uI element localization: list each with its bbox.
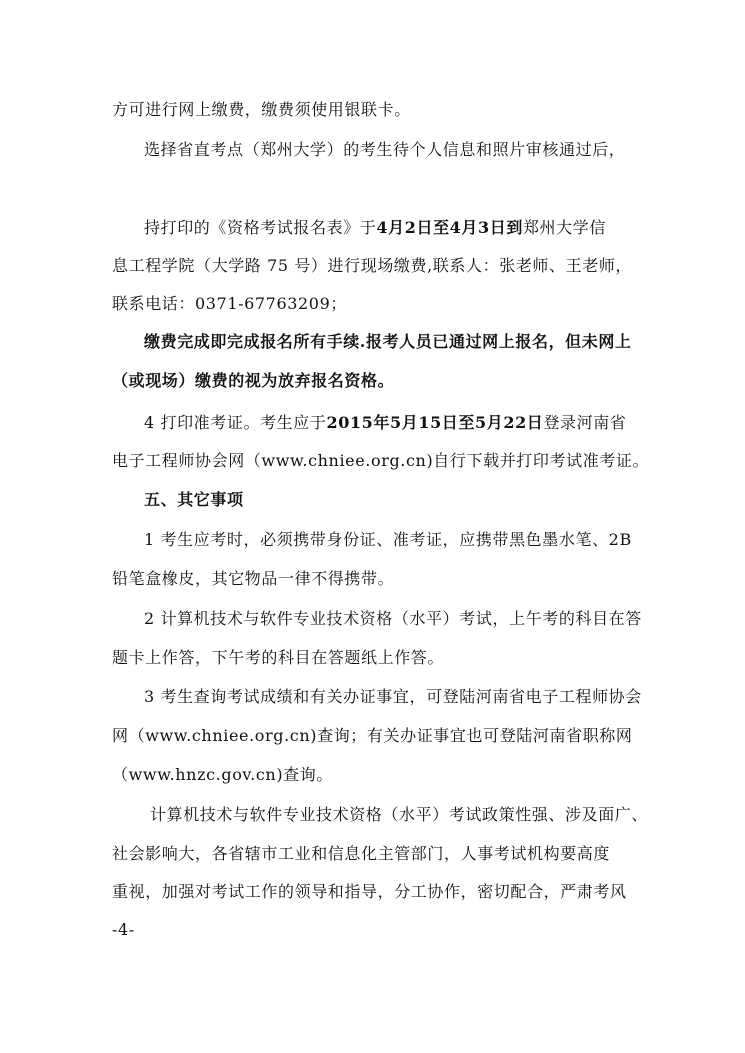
paragraph-line-with-dates xyxy=(144,413,626,433)
paragraph-line: 2 计算机技术与软件专业技术资格（水平）考试，上午考的科目在答 xyxy=(144,609,642,628)
paragraph-line: 计算机技术与软件专业技术资格（水平）考试政策性强、涉及面广、 xyxy=(150,805,649,824)
paragraph-line-with-dates xyxy=(144,218,606,238)
paragraph-line: 息工程学院（大学路 75 号）进行现场缴费,联系人：张老师、王老师， xyxy=(112,256,633,275)
paragraph-line: 网（www.chniee.org.cn)查询；有关办证事宜也可登陆河南省职称网 xyxy=(112,726,633,745)
paragraph-line: （www.hnzc.gov.cn)查询。 xyxy=(112,765,333,784)
paragraph-line: 题卡上作答，下午考的科目在答题纸上作答。 xyxy=(112,648,445,667)
page-number: -4- xyxy=(112,920,135,939)
paragraph-line: 3 考生查询考试成绩和有关办证事宜，可登陆河南省电子工程师协会 xyxy=(144,687,642,706)
bold-paragraph-line: （或现场）缴费的视为放弃报名资格。 xyxy=(112,371,395,390)
paragraph-line: 1 考生应考时，必须携带身份证、准考证，应携带黑色墨水笔、2B xyxy=(144,530,632,549)
paragraph-line: 社会影响大，各省辖市工业和信息化主管部门，人事考试机构要高度 xyxy=(112,844,611,863)
paragraph-line: 铅笔盒橡皮，其它物品一律不得携带。 xyxy=(112,569,395,588)
text-segment: 持打印的《资格考试报名表》于 xyxy=(144,218,377,237)
bold-paragraph-line: 缴费完成即完成报名所有手续.报考人员已通过网上报名，但未网上 xyxy=(144,332,632,351)
paragraph-line: 电子工程师协会网（www.chniee.org.cn)自行下载并打印考试准考证。 xyxy=(112,451,650,470)
bold-date-range: 2015年5月15日至5月22日 xyxy=(326,413,544,432)
text-segment: 郑州大学信 xyxy=(522,218,606,237)
text-segment: 登录河南省 xyxy=(543,413,627,432)
paragraph-line: 联系电话：0371-67763209； xyxy=(112,294,347,313)
bold-date-range: 4月2日至4月3日到 xyxy=(376,218,523,237)
paragraph-line: 方可进行网上缴费，缴费须使用银联卡。 xyxy=(112,100,411,119)
paragraph-line: 重视，加强对考试工作的领导和指导，分工协作，密切配合，严肃考风 xyxy=(112,882,627,901)
section-title: 五、其它事项 xyxy=(144,490,244,509)
text-segment: 4 打印准考证。考生应于 xyxy=(144,413,327,432)
paragraph-line: 选择省直考点（郑州大学）的考生待个人信息和照片审核通过后， xyxy=(144,140,626,159)
